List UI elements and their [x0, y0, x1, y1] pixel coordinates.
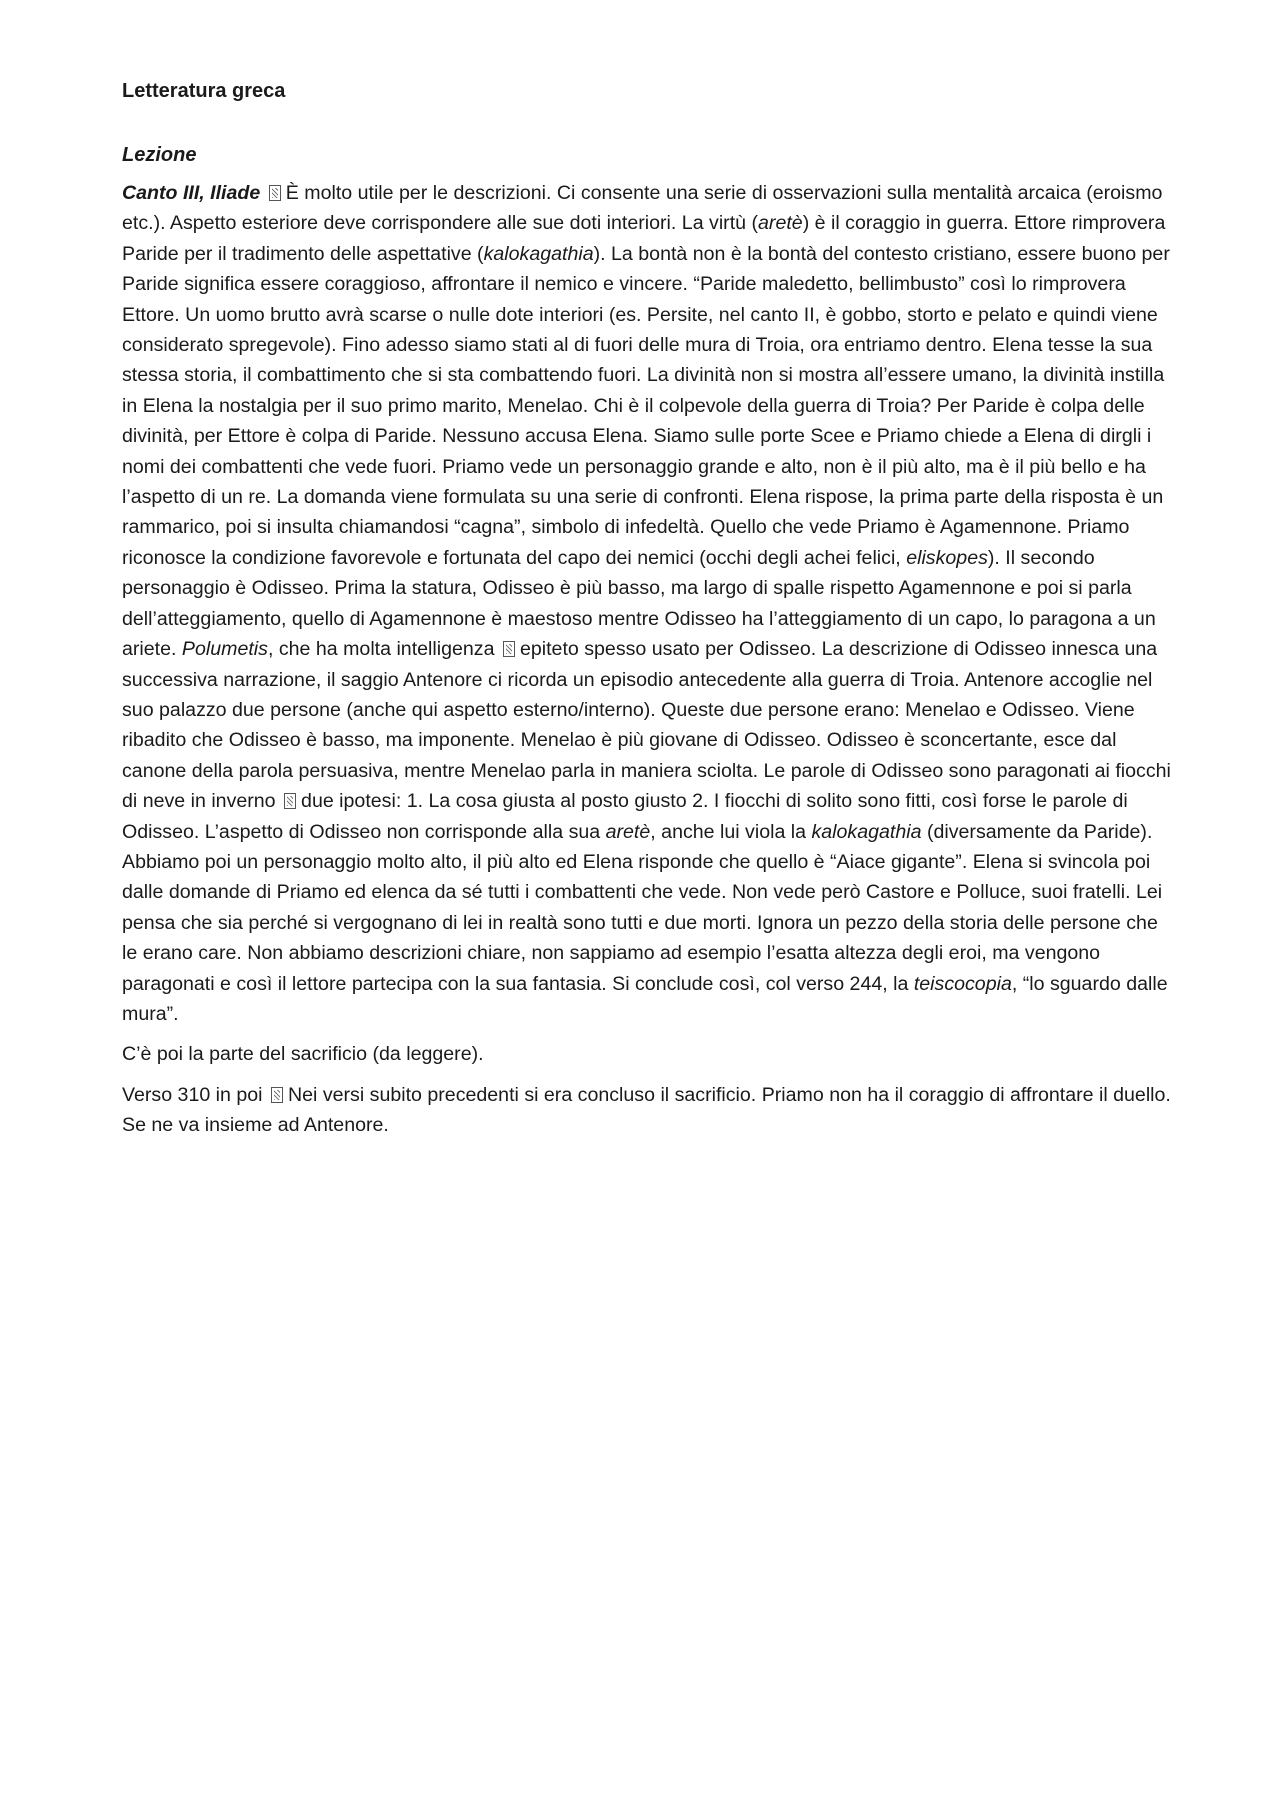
- paragraph-text: ). Il secondo personaggio è Odisseo. Prima la statura, Odisseo è più basso, ma largo di spalle rispetto Agamennone e poi si parla dell’atteggiamento, quello di Agamennone è maestoso mentre Odisseo ha l’atteggiamento di un capo, lo paragona a un ariete.: [122, 546, 1156, 661]
- italic-term: teiscocopia: [913, 972, 1012, 995]
- paragraph-text: Verso 310 in poi: [122, 1083, 263, 1106]
- paragraph-text: (diversamente da Paride). Abbiamo poi un personaggio molto alto, il più alto ed Elena risponde che quello è “Aiace gigante”. Elena si svincola poi dalle domande di Priamo ed elenca da sé tutti i combattenti che vede. Non vede però Castore e Polluce, suoi fratelli. Lei pensa che sia perché si vergognano di lei in realtà sono tutti e due morti. Ignora un pezzo della storia delle persone che le erano care. Non abbiamo descrizioni chiare, non sappiamo ad esempio l’esatta altezza degli eroi, ma vengono paragonati e così il lettore partecipa con la sua fantasia. Si conclude così, col verso 244, la: [122, 820, 1163, 995]
- paragraph-text: , “lo sguardo dalle mura”.: [122, 972, 1168, 1025]
- section-title: Lezione: [122, 144, 197, 166]
- paragraph-text: È molto utile per le descrizioni. Ci consente una serie di osservazioni sulla mentalità arcaica (eroismo etc.). Aspetto esteriore deve corrispondere alle sue doti interiori. La virtù (: [122, 182, 1163, 235]
- missing-glyph-icon: [284, 793, 296, 809]
- paragraph-sacrificio: C’è poi la parte del sacrificio (da leggere).: [122, 1043, 484, 1066]
- italic-term: Polumetis: [181, 638, 268, 661]
- paragraph-canto-iii: [122, 178, 1172, 1029]
- paragraph-text: ) è il coraggio in guerra. Ettore rimprovera Paride per il tradimento delle aspettative (: [122, 212, 1166, 265]
- missing-glyph-icon: [271, 1087, 283, 1103]
- paragraph-text: epiteto spesso usato per Odisseo. La descrizione di Odisseo innesca una successiva narrazione, il saggio Antenore ci ricorda un episodio antecedente alla guerra di Troia. Antenore accoglie nel suo palazzo due persone (anche qui aspetto esterno/interno). Queste due persone erano: Menelao e Odisseo. Viene ribadito che Odisseo è basso, ma imponente. Menelao è più giovane di Odisseo. Odisseo è sconcertante, esce dal canone della parola persuasiva, mentre Menelao parla in maniera sciolta. Le parole di Odisseo sono paragonati ai fiocchi di neve in inverno: [122, 638, 1171, 813]
- paragraph-verso-310: [122, 1080, 1172, 1141]
- italic-term: eliskopes: [906, 546, 988, 569]
- italic-term: aretè: [758, 212, 803, 235]
- missing-glyph-icon: [503, 641, 515, 657]
- paragraph-text: due ipotesi: 1. La cosa giusta al posto giusto 2. I fiocchi di solito sono fitti, così forse le parole di Odisseo. L’aspetto di Odisseo non corrisponde alla sua: [122, 790, 1128, 843]
- paragraph-text: Nei versi subito precedenti si era concluso il sacrificio. Priamo non ha il coraggio di affrontare il duello. Se ne va insieme ad Antenore.: [122, 1083, 1171, 1137]
- document-page: [122, 76, 1172, 1151]
- paragraph-text: , che ha molta intelligenza: [267, 638, 495, 661]
- paragraph-text: ). La bontà non è la bontà del contesto cristiano, essere buono per Paride significa essere coraggioso, affrontare il nemico e vincere. “Paride maledetto, bellimbusto” così lo rimprovera Ettore. Un uomo brutto avrà scarse o nulle dote interiori (es. Persite, nel canto II, è gobbo, storto e pelato e quindi viene considerato spregevole). Fino adesso siamo stati al di fuori delle mura di Troia, ora entriamo dentro. Elena tesse la sua stessa storia, il combattimento che si sta combattendo fuori. La divinità non si mostra all’essere umano, la divinità instilla in Elena la nostalgia per il suo primo marito, Menelao. Chi è il colpevole della guerra di Troia? Per Paride è colpa delle divinità, per Ettore è colpa di Paride. Nessuno accusa Elena. Siamo sulle porte Scee e Priamo chiede a Elena di dirgli i nomi dei combattenti che vede fuori. Priamo vede un personaggio grande e alto, non è il più alto, ma è il più bello e ha l’aspetto di un re. La domanda viene formulata su una serie di confronti. Elena rispose, la prima parte della risposta è un rammarico, poi si insulta chiamandosi “cagna”, simbolo di infedeltà. Quello che vede Priamo è Agamennone. Priamo riconosce la condizione favorevole e fortunata del capo dei nemici (occhi degli achei felici,: [122, 242, 1170, 569]
- italic-term: aretè: [605, 820, 651, 843]
- paragraph-lead: Canto III, Iliade: [122, 182, 261, 204]
- italic-term: kalokagathia: [811, 820, 922, 843]
- paragraph-text: , anche lui viola la: [650, 820, 812, 843]
- document-title: Letteratura greca: [122, 80, 286, 102]
- missing-glyph-icon: [269, 185, 281, 201]
- italic-term: kalokagathia: [483, 242, 594, 265]
